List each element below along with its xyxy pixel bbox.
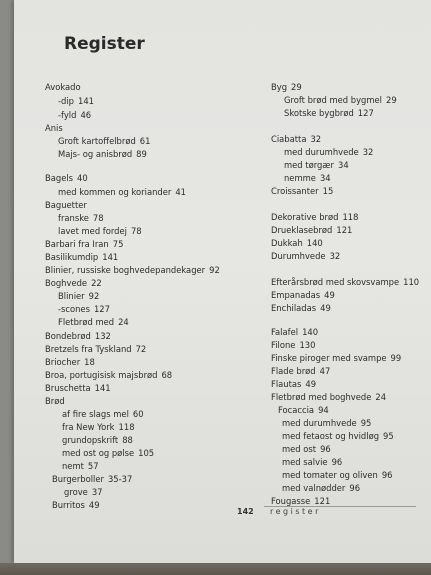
index-entry	[52, 474, 132, 484]
index-page-ref: 46	[80, 110, 92, 120]
index-entry	[45, 357, 95, 367]
index-page-ref: 47	[319, 366, 331, 376]
index-page-ref: 96	[381, 470, 393, 480]
index-term: Bondebrød	[45, 331, 91, 341]
index-entry	[64, 487, 102, 497]
index-entry	[62, 422, 135, 432]
index-entry	[45, 396, 65, 406]
index-page-ref: 40	[77, 173, 88, 183]
index-term: Bretzels fra Tyskland	[45, 344, 132, 354]
index-entry	[282, 431, 394, 441]
index-term: Groft brød med bygmel	[284, 95, 382, 105]
index-term: Ciabatta	[271, 134, 307, 144]
index-page-ref: 95	[383, 431, 394, 441]
index-term: Dekorative brød	[271, 212, 339, 222]
index-page-ref: 32	[329, 251, 341, 261]
index-term: Enchiladas	[271, 303, 317, 313]
index-term: med durumhvede	[282, 418, 357, 428]
index-entry	[45, 344, 146, 354]
index-page-ref: 34	[337, 160, 349, 170]
index-page-ref: 49	[88, 500, 100, 510]
index-entry	[45, 173, 88, 183]
index-term: Skotske bygbrød	[284, 108, 354, 118]
index-page-ref: 96	[349, 483, 361, 493]
table-surface	[0, 563, 431, 575]
index-term: Majs- og anisbrød	[58, 149, 133, 159]
index-page-ref: 140	[302, 327, 319, 337]
index-page-ref: 127	[93, 304, 110, 314]
index-entry	[62, 435, 133, 445]
index-entry	[271, 134, 321, 144]
index-term: Filone	[271, 340, 296, 350]
index-entry	[58, 110, 91, 120]
index-entry	[271, 303, 331, 313]
index-term: Bagels	[45, 173, 74, 183]
index-page-ref: 92	[88, 291, 100, 301]
index-page-ref: 99	[390, 353, 402, 363]
index-page-ref: 92	[209, 265, 220, 275]
index-entry	[58, 317, 129, 327]
index-entry	[58, 187, 186, 197]
index-term: Basilikumdip	[45, 252, 99, 262]
index-page-ref: 34	[319, 173, 331, 183]
index-term: Anis	[45, 123, 63, 133]
index-entry	[282, 470, 393, 480]
index-entry	[62, 461, 99, 471]
index-page-ref: 75	[112, 239, 124, 249]
index-page-ref: 127	[357, 108, 374, 118]
index-entry	[271, 496, 330, 506]
index-page-ref: 57	[87, 461, 99, 471]
index-entry	[282, 418, 371, 428]
index-term: med ost	[282, 444, 317, 454]
index-entry	[271, 251, 340, 261]
index-term: Bruschetta	[45, 383, 91, 393]
index-term: Groft kartoffelbrød	[58, 136, 136, 146]
index-term: Flade brød	[271, 366, 316, 376]
index-page-ref: 130	[299, 340, 316, 350]
index-entry	[45, 331, 111, 341]
index-page-ref: 96	[331, 457, 343, 467]
index-page-ref: 49	[324, 290, 335, 300]
index-entry	[62, 448, 154, 458]
index-term: Croissanter	[271, 186, 319, 196]
index-term: Durumhvede	[271, 251, 326, 261]
index-term: Briocher	[45, 357, 81, 367]
index-term: Boghvede	[45, 278, 88, 288]
index-term: Fletbrød med boghvede	[271, 392, 372, 402]
index-page-ref: 32	[310, 134, 322, 144]
index-page-ref: 41	[175, 187, 186, 197]
index-term: Flautas	[271, 379, 302, 389]
index-entry	[284, 173, 331, 183]
index-term: lavet med fordej	[58, 226, 127, 236]
index-entry	[52, 500, 100, 510]
page-title: Register	[64, 34, 145, 54]
footer-label: register	[270, 507, 321, 516]
index-entry	[271, 353, 401, 363]
index-term: med durumhvede	[284, 147, 359, 157]
index-entry	[284, 108, 374, 118]
index-entry	[271, 392, 386, 402]
index-entry	[45, 383, 111, 393]
index-term: grove	[64, 487, 88, 497]
index-page-ref: 68	[161, 370, 173, 380]
index-page-ref: 22	[91, 278, 102, 288]
index-page-ref: 94	[318, 405, 329, 415]
index-page-ref: 141	[77, 96, 94, 106]
index-entry	[58, 291, 99, 301]
index-term: Dukkah	[271, 238, 303, 248]
index-entry	[58, 304, 110, 314]
index-entry	[282, 444, 331, 454]
index-term: med kommen og koriander	[58, 187, 172, 197]
index-page-ref: 78	[92, 213, 104, 223]
index-entry	[45, 123, 63, 133]
index-term: Blinier	[58, 291, 85, 301]
index-page-ref: 118	[118, 422, 135, 432]
index-term: med salvie	[282, 457, 328, 467]
index-term: -fyld	[58, 110, 77, 120]
index-term: med valnødder	[282, 483, 346, 493]
index-term: Baguetter	[45, 200, 87, 210]
index-term: Fletbrød med	[58, 317, 115, 327]
index-term: Focaccia	[278, 405, 315, 415]
index-page-ref: 29	[386, 95, 397, 105]
index-page-ref: 15	[322, 186, 334, 196]
index-entry	[58, 213, 104, 223]
index-page-ref: 141	[94, 383, 111, 393]
index-entry	[271, 290, 335, 300]
index-term: nemt	[62, 461, 84, 471]
index-entry	[271, 366, 330, 376]
index-page-ref: 132	[94, 331, 111, 341]
index-page-ref: 121	[336, 225, 353, 235]
index-term: Fougasse	[271, 496, 311, 506]
index-term: -scones	[58, 304, 90, 314]
index-entry	[271, 327, 318, 337]
index-term: af fire slags mel	[62, 409, 129, 419]
index-term: Finske piroger med svampe	[271, 353, 387, 363]
index-page-ref: 88	[122, 435, 133, 445]
index-term: Byg	[271, 82, 288, 92]
index-term: Broa, portugisisk majsbrød	[45, 370, 158, 380]
index-term: Falafel	[271, 327, 299, 337]
index-page-ref: 89	[136, 149, 147, 159]
index-page-ref: 29	[291, 82, 302, 92]
index-page-ref: 121	[314, 496, 331, 506]
index-page-ref: 60	[132, 409, 144, 419]
index-page-ref: 72	[135, 344, 147, 354]
index-entry	[45, 200, 87, 210]
index-entry	[62, 409, 144, 419]
index-entry	[58, 149, 147, 159]
index-entry	[282, 457, 342, 467]
index-term: Barbari fra Iran	[45, 239, 109, 249]
index-page-ref: 78	[130, 226, 142, 236]
index-entry	[45, 265, 220, 275]
index-entry	[58, 96, 94, 106]
index-page-ref: 140	[306, 238, 323, 248]
index-term: franske	[58, 213, 89, 223]
index-page-ref: 32	[362, 147, 374, 157]
index-term: med fetaost og hvidløg	[282, 431, 380, 441]
index-page-ref: 95	[360, 418, 372, 428]
index-term: Burgerboller	[52, 474, 104, 484]
index-entry	[271, 82, 302, 92]
index-page-ref: 96	[320, 444, 331, 454]
index-term: nemme	[284, 173, 316, 183]
index-term: med tomater og oliven	[282, 470, 378, 480]
index-term: grundopskrift	[62, 435, 119, 445]
index-page-ref: 18	[84, 357, 95, 367]
index-entry	[271, 238, 323, 248]
index-page-ref: 110	[403, 277, 420, 287]
index-page-ref: 35-37	[107, 474, 133, 484]
index-entry	[284, 147, 373, 157]
index-entry	[271, 186, 333, 196]
index-term: Burritos	[52, 500, 85, 510]
index-term: Drueklasebrød	[271, 225, 333, 235]
index-entry	[45, 239, 123, 249]
index-page-ref: 49	[320, 303, 331, 313]
index-entry	[58, 136, 150, 146]
index-term: Brød	[45, 396, 65, 406]
index-page-ref: 105	[138, 448, 155, 458]
index-entry	[284, 160, 349, 170]
index-term: Blinier, russiske boghvedepandekager	[45, 265, 206, 275]
index-term: med ost og pølse	[62, 448, 135, 458]
index-entry	[282, 483, 360, 493]
index-term: Empanadas	[271, 290, 321, 300]
index-entry	[45, 252, 118, 262]
index-entry	[271, 225, 352, 235]
page-number: 142	[237, 507, 254, 516]
index-term: Avokado	[45, 82, 81, 92]
index-term: Efterårsbrød med skovsvampe	[271, 277, 400, 287]
index-entry	[271, 277, 419, 287]
index-entry	[271, 379, 316, 389]
index-page-ref: 118	[342, 212, 359, 222]
index-entry	[45, 370, 172, 380]
index-page-ref: 24	[118, 317, 129, 327]
index-term: fra New York	[62, 422, 115, 432]
index-page-ref: 49	[305, 379, 317, 389]
index-entry	[278, 405, 329, 415]
index-entry	[45, 278, 102, 288]
index-entry	[284, 95, 397, 105]
index-page-ref: 141	[102, 252, 119, 262]
index-term: -dip	[58, 96, 74, 106]
index-term: med tørgær	[284, 160, 334, 170]
index-entry	[271, 340, 315, 350]
index-entry	[271, 212, 358, 222]
index-page-ref: 61	[139, 136, 151, 146]
index-entry	[45, 82, 81, 92]
index-page-ref: 37	[91, 487, 103, 497]
index-page-ref: 24	[375, 392, 387, 402]
index-entry	[58, 226, 142, 236]
